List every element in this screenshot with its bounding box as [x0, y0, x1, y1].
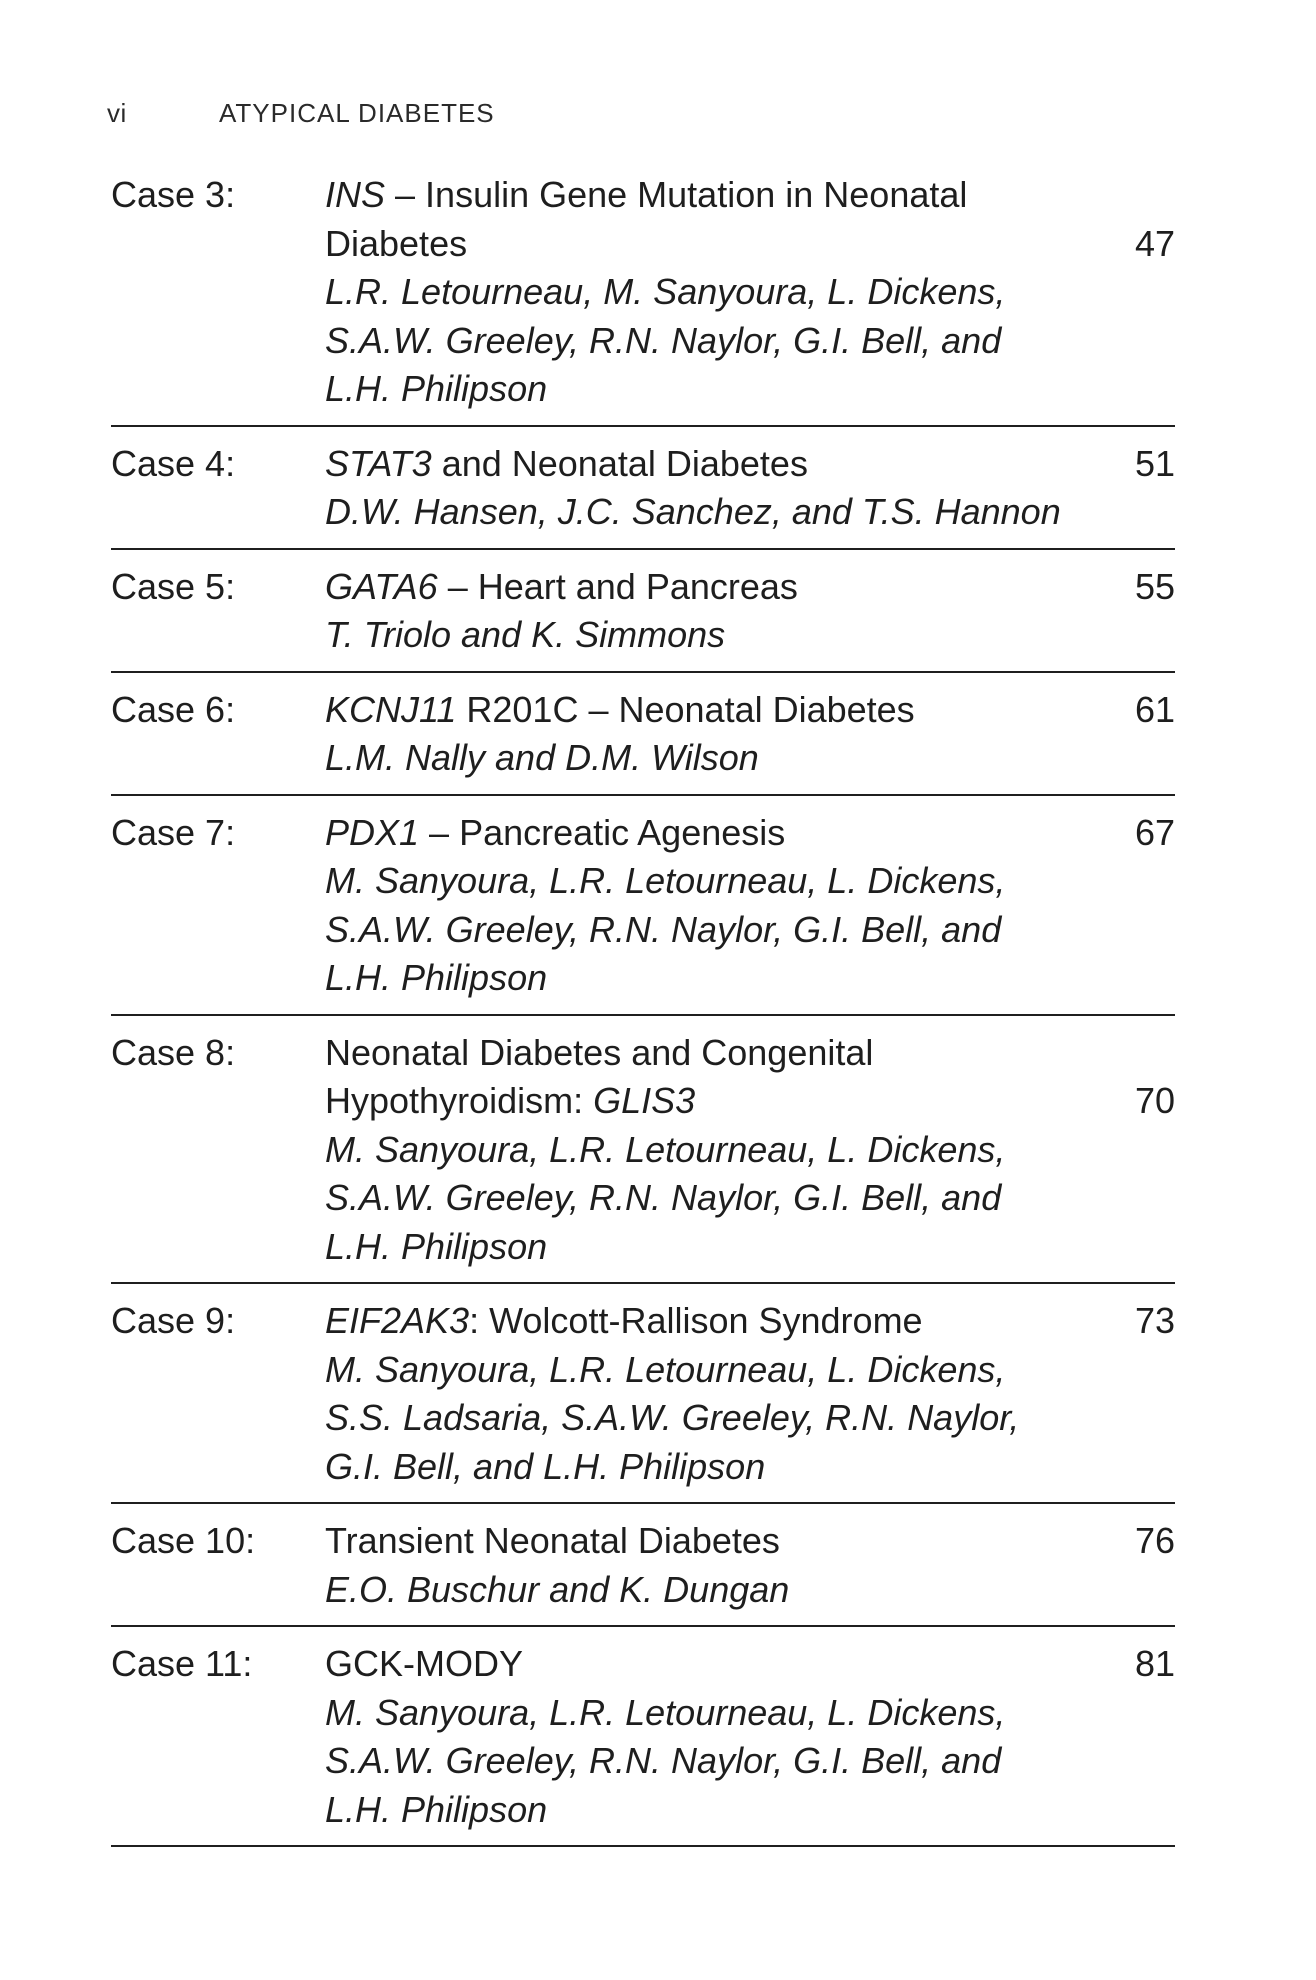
title-text: Neonatal Diabetes and Congenital [325, 1031, 874, 1073]
toc-entry [111, 1016, 1175, 1285]
case-label: Case 8: [111, 1031, 236, 1073]
entry-title-line [325, 1640, 1105, 1689]
entry-main [325, 686, 1105, 783]
entry-main [325, 563, 1105, 660]
entry-page-number: 55 [1134, 565, 1175, 607]
entry-title-line [325, 563, 1105, 612]
entry-authors-line: E.O. Buschur and K. Dungan [325, 1568, 790, 1610]
gene-name: STAT3 [325, 442, 432, 484]
entry-main [325, 1297, 1105, 1491]
entry-authors-line: M. Sanyoura, L.R. Letourneau, L. Dickens, [325, 1348, 1006, 1390]
entry-authors-line: G.I. Bell, and L.H. Philipson [325, 1445, 766, 1487]
gene-name: GATA6 [325, 565, 438, 607]
title-text: – Insulin Gene Mutation in Neonatal [385, 174, 968, 215]
toc-entry [111, 158, 1175, 427]
gene-name: EIF2AK3 [325, 1300, 470, 1341]
entry-authors-line: D.W. Hansen, J.C. Sanchez, and T.S. Hannon [325, 491, 1061, 532]
gene-name: GLIS3 [593, 1080, 696, 1121]
title-text: and Neonatal Diabetes [431, 442, 808, 484]
entry-authors-line: L.H. Philipson [325, 1225, 548, 1267]
entry-authors-line: S.S. Ladsaria, S.A.W. Greeley, R.N. Naylor, [325, 1397, 1020, 1438]
entry-page-number: 81 [1134, 1643, 1175, 1684]
entry-authors-line: S.A.W. Greeley, R.N. Naylor, G.I. Bell, and [325, 1740, 1002, 1781]
gene-name: PDX1 [325, 811, 420, 853]
gene-name: INS [325, 174, 386, 215]
entry-authors-line: L.H. Philipson [325, 368, 548, 409]
entry-authors-line: M. Sanyoura, L.R. Letourneau, L. Dickens, [325, 860, 1006, 901]
title-text: – Pancreatic Agenesis [419, 811, 786, 853]
entry-title-line [325, 1077, 1105, 1126]
entry-page-number: 67 [1134, 811, 1175, 853]
case-label: Case 3: [111, 174, 236, 215]
entry-page-number: 61 [1134, 688, 1175, 730]
entry-page-number: 76 [1134, 1520, 1175, 1561]
entry-title-line [325, 220, 1105, 269]
entry-page-number: 73 [1134, 1300, 1175, 1341]
toc-entry [111, 673, 1175, 796]
running-head-title: ATYPICAL DIABETES [219, 98, 495, 128]
title-text: Transient Neonatal Diabetes [325, 1520, 780, 1561]
entry-page-number: 70 [1134, 1080, 1175, 1121]
entry-authors-line: T. Triolo and K. Simmons [325, 614, 726, 655]
case-label: Case 6: [111, 688, 236, 730]
running-header [107, 98, 495, 128]
toc-list [111, 158, 1175, 1847]
title-text: R201C – Neonatal Diabetes [456, 688, 915, 730]
entry-main [325, 809, 1105, 1003]
entry-main [325, 171, 1105, 414]
toc-entry [111, 1504, 1175, 1627]
case-label: Case 11: [111, 1643, 253, 1684]
entry-title-line [325, 1517, 1105, 1566]
entry-page-number: 51 [1134, 442, 1175, 484]
title-text: Hypothyroidism: [325, 1080, 594, 1121]
entry-title-line [325, 171, 1105, 220]
entry-title-line [325, 809, 1105, 858]
gene-name: KCNJ11 [325, 688, 457, 730]
page-folio: vi [107, 98, 127, 128]
title-text: Diabetes [325, 222, 468, 264]
toc-entry [111, 1284, 1175, 1504]
entry-authors-line: S.A.W. Greeley, R.N. Naylor, G.I. Bell, and [325, 319, 1002, 361]
entry-authors-line: L.R. Letourneau, M. Sanyoura, L. Dickens, [325, 271, 1006, 312]
title-text: – Heart and Pancreas [437, 565, 798, 607]
toc-entry [111, 550, 1175, 673]
toc-entry [111, 427, 1175, 550]
toc-entry [111, 796, 1175, 1016]
case-label: Case 7: [111, 811, 236, 853]
entry-main [325, 1640, 1105, 1834]
entry-authors-line: S.A.W. Greeley, R.N. Naylor, G.I. Bell, and [325, 1177, 1002, 1218]
entry-main [325, 440, 1105, 537]
case-label: Case 5: [111, 565, 236, 607]
case-label: Case 9: [111, 1300, 236, 1341]
entry-title-line [325, 440, 1105, 489]
entry-main [325, 1517, 1105, 1614]
entry-title-line [325, 686, 1105, 735]
case-label: Case 4: [111, 442, 236, 484]
entry-authors-line: M. Sanyoura, L.R. Letourneau, L. Dickens, [325, 1128, 1006, 1170]
entry-title-line [325, 1297, 1105, 1346]
case-label: Case 10: [111, 1520, 256, 1561]
entry-authors-line: M. Sanyoura, L.R. Letourneau, L. Dickens, [325, 1691, 1006, 1733]
entry-authors-line: L.H. Philipson [325, 1788, 548, 1830]
entry-authors-line: S.A.W. Greeley, R.N. Naylor, G.I. Bell, and [325, 908, 1002, 950]
entry-page-number: 47 [1134, 222, 1175, 264]
title-text: GCK-MODY [325, 1643, 523, 1684]
entry-title-line [325, 1029, 1105, 1078]
entry-authors-line: L.M. Nally and D.M. Wilson [325, 737, 759, 778]
toc-entry [111, 1627, 1175, 1847]
title-text: : Wolcott-Rallison Syndrome [469, 1300, 923, 1341]
entry-main [325, 1029, 1105, 1272]
entry-authors-line: L.H. Philipson [325, 957, 548, 998]
